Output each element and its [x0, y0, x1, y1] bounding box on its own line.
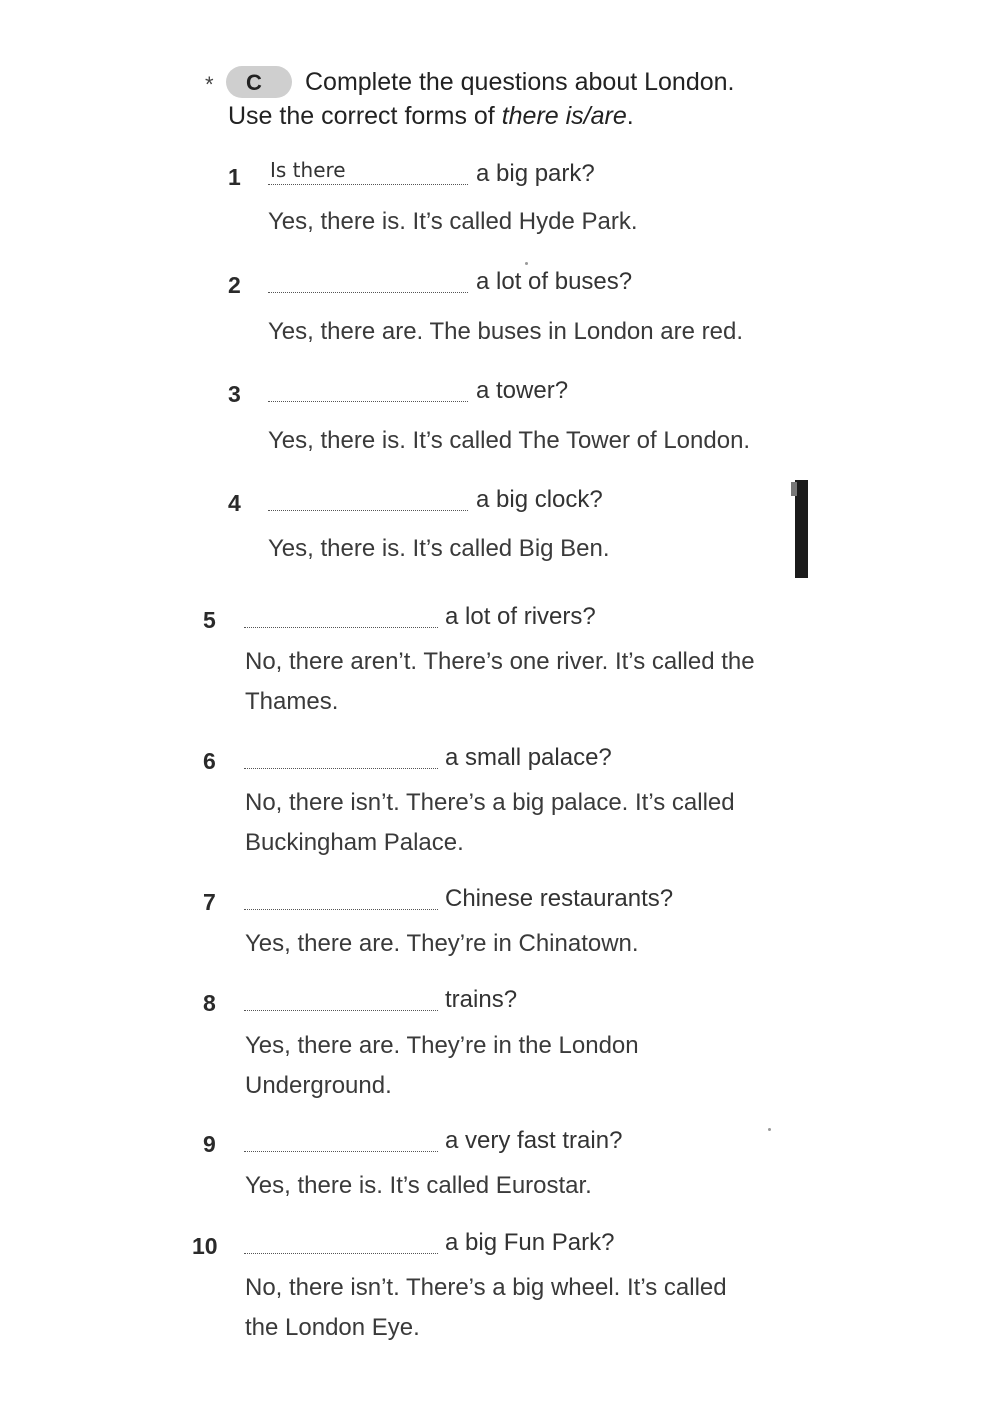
item-number: 9: [203, 1131, 216, 1157]
item-number: 3: [228, 381, 241, 407]
item-number: 2: [228, 272, 241, 298]
reply-text: Buckingham Palace.: [245, 829, 464, 856]
answer-blank[interactable]: [268, 510, 468, 511]
instruction-italic: there is/are: [501, 102, 627, 130]
item-number: 4: [228, 490, 241, 516]
item-number: 8: [203, 990, 216, 1016]
question-text: a small palace?: [445, 744, 612, 771]
item-number: 5: [203, 607, 216, 633]
answer-blank[interactable]: [244, 627, 438, 628]
question-text: a big Fun Park?: [445, 1229, 615, 1256]
question-text: a big clock?: [476, 486, 603, 513]
question-text: a big park?: [476, 160, 595, 187]
reply-text: the London Eye.: [245, 1314, 420, 1341]
answer-blank[interactable]: [268, 401, 468, 402]
answer-blank[interactable]: [244, 1151, 438, 1152]
question-text: a lot of rivers?: [445, 603, 596, 630]
answer-text: Is there: [270, 158, 346, 182]
reply-text: Underground.: [245, 1072, 392, 1099]
question-text: a lot of buses?: [476, 268, 633, 295]
reply-text: Yes, there is. It’s called Eurostar.: [245, 1172, 592, 1199]
reply-text: Yes, there is. It’s called Hyde Park.: [268, 208, 638, 235]
answer-blank[interactable]: [244, 1010, 438, 1011]
question-text: a tower?: [476, 377, 569, 404]
answer-blank[interactable]: [268, 292, 468, 293]
question-text: trains?: [445, 986, 518, 1013]
reply-text: Yes, there are. They’re in the London: [245, 1032, 639, 1059]
instruction-line-2: [228, 102, 634, 131]
answer-blank[interactable]: [268, 184, 468, 185]
reply-text: Thames.: [245, 688, 339, 715]
star-icon: *: [205, 72, 214, 97]
item-number: 10: [192, 1233, 218, 1259]
answer-blank[interactable]: [244, 1253, 438, 1254]
reply-text: Yes, there are. They’re in Chinatown.: [245, 930, 639, 957]
reply-text: Yes, there are. The buses in London are red.: [268, 318, 743, 345]
reply-text: Yes, there is. It’s called Big Ben.: [268, 535, 610, 562]
reply-text: No, there isn’t. There’s a big palace. It’s called: [245, 789, 735, 816]
instruction-line-1: Complete the questions about London.: [305, 68, 735, 96]
question-text: a very fast train?: [445, 1127, 623, 1154]
item-number: 6: [203, 748, 216, 774]
scan-speck: [525, 262, 528, 265]
answer-blank[interactable]: [244, 768, 438, 769]
instruction-prefix: Use the correct forms of: [228, 102, 502, 130]
scan-speck: [768, 1128, 771, 1131]
item-number: 1: [228, 164, 241, 190]
reply-text: No, there isn’t. There’s a big wheel. It’s called: [245, 1274, 727, 1301]
question-text: Chinese restaurants?: [445, 885, 674, 912]
exercise-letter: C: [246, 70, 262, 95]
instruction-suffix: .: [626, 102, 634, 130]
item-number: 7: [203, 889, 216, 915]
answer-blank[interactable]: [244, 909, 438, 910]
page-edge-marker-top: [791, 482, 797, 496]
reply-text: Yes, there is. It’s called The Tower of London.: [268, 427, 751, 454]
reply-text: No, there aren’t. There’s one river. It’s called the: [245, 648, 755, 675]
